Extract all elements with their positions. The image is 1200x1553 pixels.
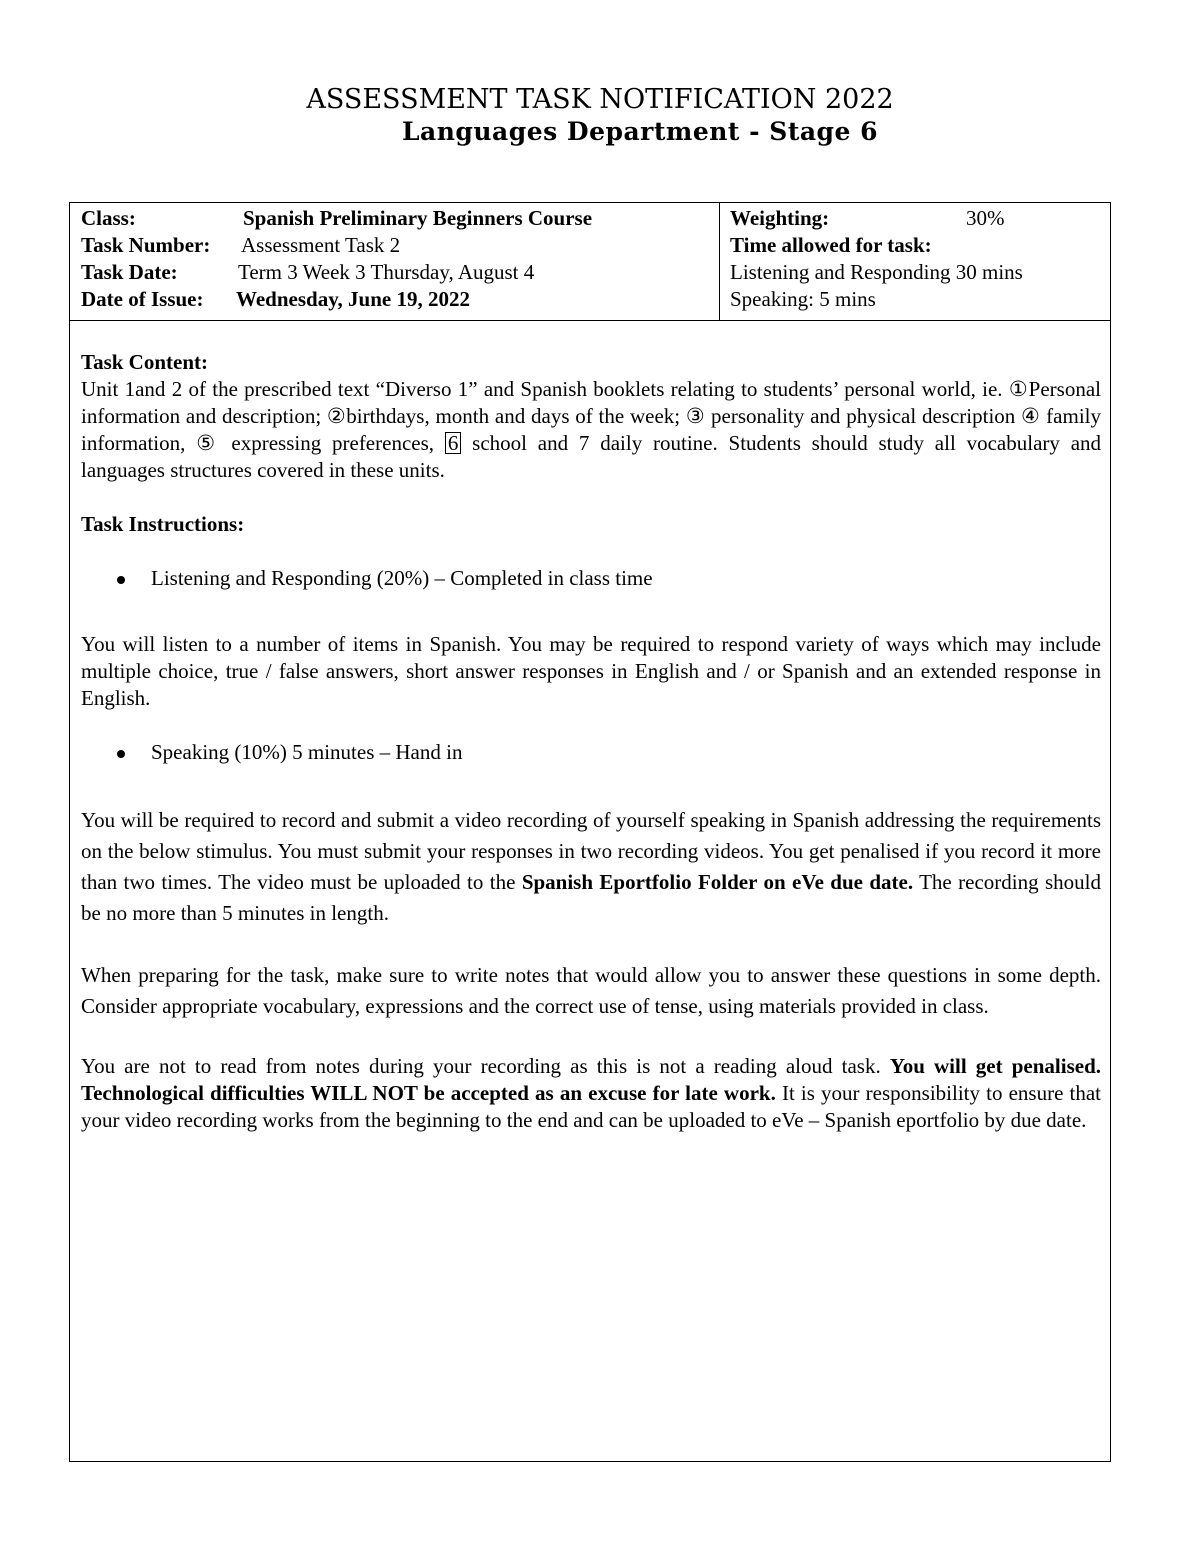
bullet-dot [117,750,125,758]
preparing-paragraph: When preparing for the task, make sure to write notes that would allow you to answer these questions in some depth. Consider appropriate vocabulary, expressions and the correct use of tense, using materials provided in class. [81,963,1101,1018]
issue-label: Date of Issue: [81,287,204,311]
bullet-dot [117,576,125,584]
task-instructions-heading: Task Instructions: [81,512,245,536]
time-speaking: Speaking: 5 mins [730,287,876,311]
speaking-text-a: You will be required to record and submit a video recording of yourself speaking in Spanish addressing the requirements on the below stimulus. You must submit your responses in two recording videos. You get penalised if you record it more than two times. The video must be uploaded to the [81,808,1101,894]
numbered-box: 6 [445,432,462,454]
speaking-text-bold: Spanish Eportfolio Folder on eVe due date. [521,870,914,894]
class-label: Class: [81,206,136,230]
task-content-text-a: Unit 1and 2 of the prescribed text “Diverso 1” and Spanish booklets relating to students’ personal world, ie. ①Personal information and description; ②birthdays, month and days of the week; ③ personality and physical description ④ family information, ⑤ expressing preferences, [81,377,1101,455]
task-body [81,349,1101,1134]
document-subtitle: Languages Department - Stage 6 [401,117,879,146]
weighting-value: 30% [966,206,1005,230]
speaking-text-b: The recording should be no more than 5 minutes in length. [81,870,1101,925]
time-allowed-label: Time allowed for task: [730,233,932,257]
task-frame [69,202,1111,1462]
notes-text-a: You are not to read from notes during your recording as this is not a reading aloud task. [81,1054,881,1078]
issue-value: Wednesday, June 19, 2022 [236,287,470,311]
column-divider [719,203,720,321]
info-table [70,203,1110,321]
task-date-value: Term 3 Week 3 Thursday, August 4 [238,260,535,284]
bullet-listening [81,565,1101,592]
task-content-heading: Task Content: [81,350,209,374]
task-content-paragraph [81,376,1101,484]
notes-text-b: It is your responsibility to ensure that your video recording works from the beginning to the end and can be uploaded to eVe – Spanish eportfolio by due date. [81,1081,1102,1132]
class-value: Spanish Preliminary Beginners Course [243,206,593,230]
document-title: ASSESSMENT TASK NOTIFICATION 2022 [306,84,894,115]
task-number-value: Assessment Task 2 [241,233,401,257]
task-date-label: Task Date: [81,260,178,284]
task-content-text-b: school and 7 daily routine. Students should study all vocabulary and languages structures covered in these units. [81,431,1102,482]
notes-paragraph [81,1053,1101,1134]
bullet-speaking-text: Speaking (10%) 5 minutes – Hand in [151,740,463,764]
task-number-label: Task Number: [81,233,211,257]
bullet-listening-text: Listening and Responding (20%) – Completed in class time [151,566,653,590]
listening-paragraph: You will listen to a number of items in Spanish. You may be required to respond variety of ways which may include multiple choice, true / false answers, short answer responses in English and / or Spanish and an extended response in English. [81,632,1101,710]
weighting-label: Weighting: [730,206,830,230]
speaking-paragraph [81,805,1101,929]
bullet-speaking [81,739,1101,766]
notes-text-bold: You will get penalised. Technological difficulties WILL NOT be accepted as an excuse for late work. [81,1054,1101,1105]
time-listening: Listening and Responding 30 mins [730,260,1023,284]
